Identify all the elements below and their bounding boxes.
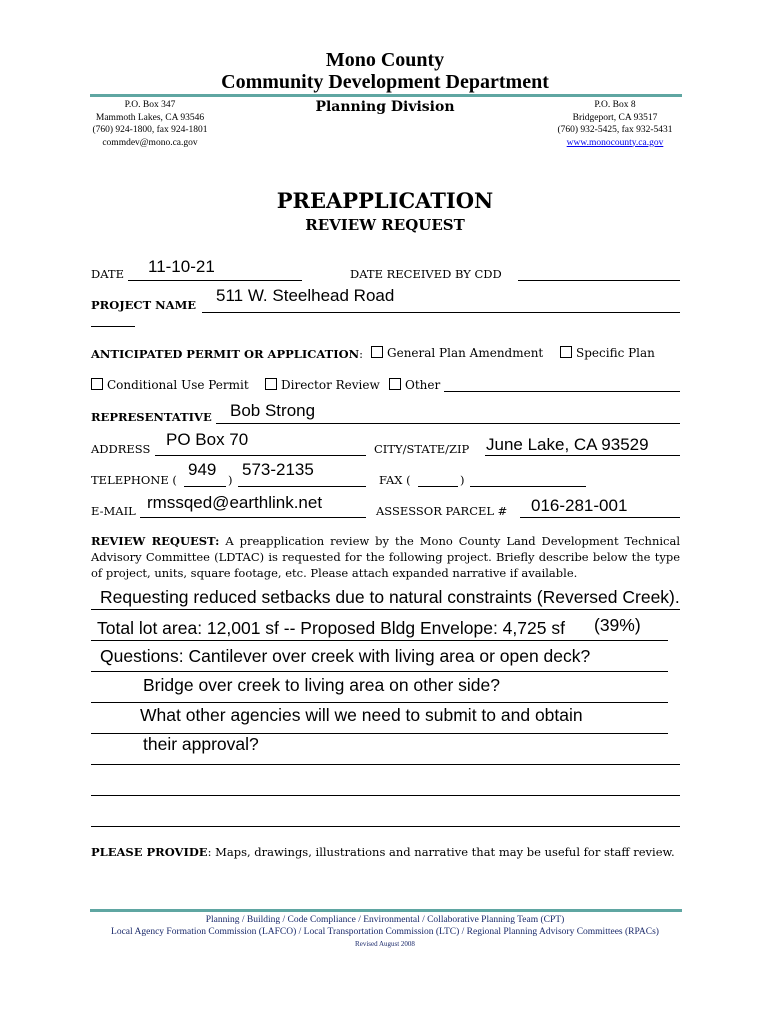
conditional-use-checkbox[interactable] bbox=[91, 378, 103, 390]
general-plan-label: General Plan Amendment bbox=[387, 346, 544, 360]
website-link[interactable]: www.monocounty.ca.gov bbox=[566, 137, 664, 148]
telephone-area-line bbox=[184, 486, 226, 487]
project-name-label: PROJECT NAME bbox=[91, 298, 197, 312]
right-office-address bbox=[540, 99, 690, 149]
fax-label: FAX ( bbox=[379, 473, 411, 487]
please-provide-text: : Maps, drawings, illustrations and narrative that may be useful for staff review. bbox=[207, 845, 675, 859]
left-office-email: commdev@mono.ca.gov bbox=[102, 137, 198, 148]
date-value[interactable]: 11-10-21 bbox=[148, 257, 215, 276]
fax-paren: ) bbox=[460, 473, 465, 487]
description-text-3[interactable]: Questions: Cantilever over creek with living area or open deck? bbox=[100, 646, 591, 666]
review-request-paragraph bbox=[91, 533, 680, 581]
project-name-value[interactable]: 511 W. Steelhead Road bbox=[216, 286, 395, 305]
date-received-label: DATE RECEIVED BY CDD bbox=[350, 267, 502, 281]
other-checkbox[interactable] bbox=[389, 378, 401, 390]
date-label: DATE bbox=[91, 267, 124, 281]
telephone-paren: ) bbox=[228, 473, 233, 487]
email-field-line bbox=[140, 517, 366, 518]
description-line bbox=[91, 764, 680, 765]
description-line bbox=[91, 795, 680, 796]
assessor-parcel-label: ASSESSOR PARCEL # bbox=[376, 504, 508, 518]
telephone-label: TELEPHONE ( bbox=[91, 473, 177, 487]
other-field[interactable] bbox=[444, 391, 680, 392]
description-text-5[interactable]: What other agencies will we need to submit to and obtain bbox=[140, 705, 583, 725]
parcel-field-line bbox=[520, 517, 680, 518]
left-office-line: Mammoth Lakes, CA 93546 bbox=[95, 112, 205, 123]
department-title: Community Development Department bbox=[221, 71, 549, 93]
director-review-checkbox[interactable] bbox=[265, 378, 277, 390]
description-line bbox=[91, 609, 680, 610]
email-value[interactable]: rmssqed@earthlink.net bbox=[147, 493, 323, 512]
review-request-text: A preapplication review by the Mono County Land Development Technical Advisory Committee (LDTAC) is requested for the following project. Briefly describe below the type of project, units, square footage, etc. Please attach expanded narrative if available. bbox=[91, 534, 681, 580]
left-office-address bbox=[80, 99, 220, 149]
address-value[interactable]: PO Box 70 bbox=[166, 430, 249, 449]
left-office-line: P.O. Box 347 bbox=[124, 100, 176, 110]
permit-label-colon: : bbox=[359, 347, 363, 361]
date-field-line bbox=[128, 280, 302, 281]
county-title: Mono County bbox=[325, 49, 445, 71]
project-name-field-line bbox=[202, 312, 680, 313]
description-text-2[interactable]: Total lot area: 12,001 sf -- Proposed Bldg Envelope: 4,725 sf bbox=[97, 618, 565, 638]
form-title: PREAPPLICATION bbox=[276, 188, 494, 213]
percent-note[interactable]: (39%) bbox=[594, 615, 641, 635]
footer-revised: Revised August 2008 bbox=[355, 940, 415, 948]
description-line bbox=[91, 702, 668, 703]
permit-label bbox=[91, 347, 363, 361]
right-office-line: (760) 932-5425, fax 932-5431 bbox=[557, 125, 673, 135]
telephone-number-value[interactable]: 573-2135 bbox=[242, 460, 314, 479]
specific-plan-checkbox[interactable] bbox=[560, 346, 572, 358]
review-request-label: REVIEW REQUEST: bbox=[91, 534, 220, 548]
footer-line-1: Planning / Building / Code Compliance / Environmental / Collaborative Planning Team (CPT) bbox=[205, 915, 565, 925]
city-state-zip-value[interactable]: June Lake, CA 93529 bbox=[486, 435, 649, 454]
footer-line-2: Local Agency Formation Commission (LAFCO) / Local Transportation Commission (LTC) / Regional Planning Advisory Committees (RPACs) bbox=[111, 927, 659, 937]
specific-plan-label: Specific Plan bbox=[576, 346, 655, 360]
right-office-line: P.O. Box 8 bbox=[594, 100, 636, 110]
left-office-line: (760) 924-1800, fax 924-1801 bbox=[92, 125, 208, 135]
description-text-1[interactable]: Requesting reduced setbacks due to natural constraints (Reversed Creek). bbox=[100, 587, 680, 607]
form-subtitle: REVIEW REQUEST bbox=[305, 216, 465, 234]
representative-label: REPRESENTATIVE bbox=[91, 410, 212, 424]
email-label: E-MAIL bbox=[91, 504, 136, 518]
city-state-zip-label: CITY/STATE/ZIP bbox=[374, 442, 470, 456]
description-line bbox=[91, 640, 668, 641]
footer-rule bbox=[90, 909, 682, 912]
project-name-continuation-line bbox=[91, 326, 135, 327]
general-plan-checkbox[interactable] bbox=[371, 346, 383, 358]
address-label: ADDRESS bbox=[91, 442, 151, 456]
header-rule bbox=[90, 94, 682, 97]
city-field-line bbox=[485, 455, 680, 456]
division-title: Planning Division bbox=[315, 99, 455, 115]
representative-field-line bbox=[216, 423, 680, 424]
please-provide-label: PLEASE PROVIDE bbox=[91, 845, 208, 859]
telephone-area-value[interactable]: 949 bbox=[188, 460, 217, 479]
address-field-line bbox=[155, 455, 366, 456]
conditional-use-label: Conditional Use Permit bbox=[107, 378, 249, 392]
description-text-6[interactable]: their approval? bbox=[143, 734, 259, 754]
description-line bbox=[91, 671, 668, 672]
other-label: Other bbox=[405, 378, 441, 392]
please-provide-paragraph bbox=[91, 844, 680, 860]
permit-label-text: ANTICIPATED PERMIT OR APPLICATION bbox=[91, 347, 360, 361]
description-text-4[interactable]: Bridge over creek to living area on other side? bbox=[143, 675, 501, 695]
representative-value[interactable]: Bob Strong bbox=[230, 401, 316, 420]
assessor-parcel-value[interactable]: 016-281-001 bbox=[531, 496, 628, 515]
date-received-field[interactable] bbox=[518, 280, 680, 281]
telephone-number-line bbox=[238, 486, 366, 487]
fax-number-field[interactable] bbox=[470, 486, 586, 487]
right-office-line: Bridgeport, CA 93517 bbox=[572, 112, 658, 123]
fax-area-field[interactable] bbox=[418, 486, 458, 487]
description-line bbox=[91, 826, 680, 827]
director-review-label: Director Review bbox=[281, 378, 380, 392]
